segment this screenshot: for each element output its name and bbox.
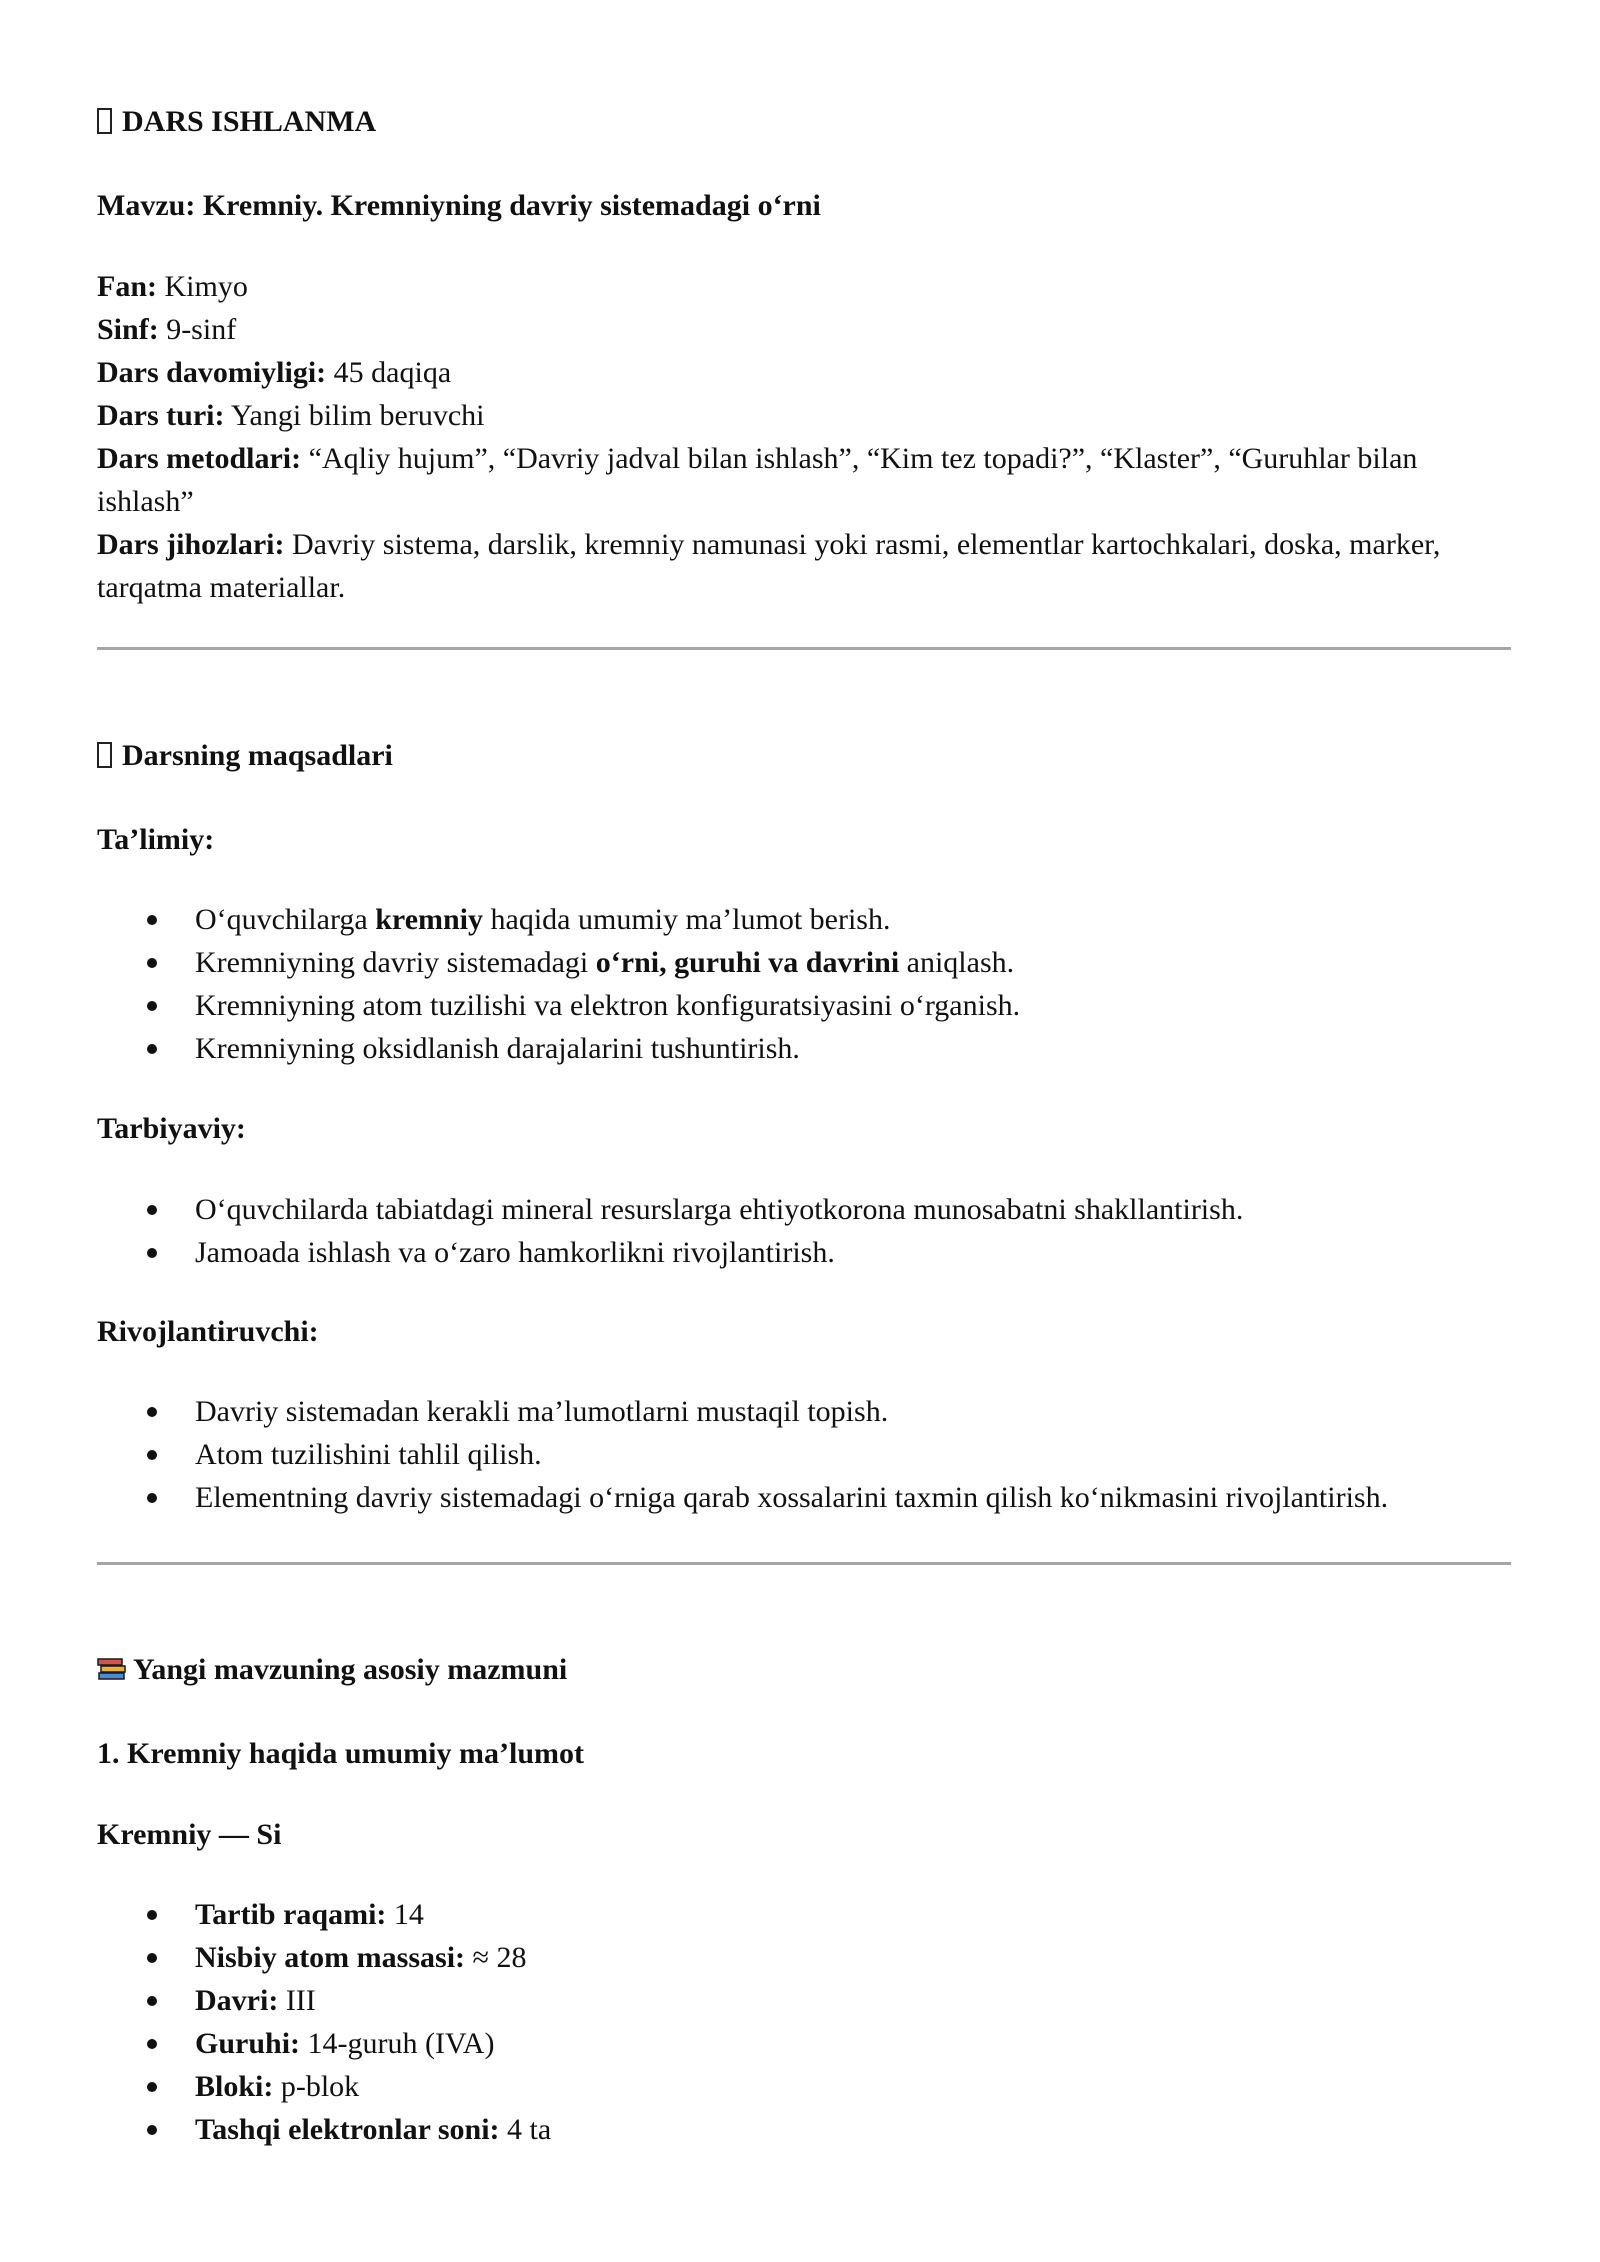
info-type (97, 394, 1511, 437)
talimiy-heading: Ta’limiy: (97, 823, 215, 856)
item-text: Kremniyning oksidlanish darajalarini tushuntirish. (195, 1032, 800, 1065)
item-bold: o‘rni, guruhi va davrini (595, 946, 900, 979)
info-value: Davriy sistema, darslik, kremniy namunasi yoki rasmi, elementlar kartochkalari, doska, marker, tarqatma materiallar. (97, 528, 1441, 604)
element-properties (97, 1893, 1511, 2151)
list-item (97, 2108, 1511, 2151)
content-title: Yangi mavzuning asosiy mazmuni (133, 1653, 568, 1686)
item-text: Kremniyning davriy sistemadagi (195, 946, 596, 979)
rivojlantiruvchi-heading: Rivojlantiruvchi: (97, 1315, 319, 1348)
tarbiyaviy-heading: Tarbiyaviy: (97, 1112, 246, 1145)
info-value: Kimyo (164, 270, 248, 303)
info-value: Yangi bilim beruvchi (230, 399, 485, 432)
list-item (97, 2065, 1511, 2108)
tarbiyaviy-list (97, 1188, 1511, 1274)
list-item: O‘quvchilarda tabiatdagi mineral resurslarga ehtiyotkorona munosabatni shakllantirish. (97, 1188, 1511, 1231)
section-heading: 1. Kremniy haqida umumiy ma’lumot (97, 1737, 584, 1770)
list-item: Davriy sistemadan kerakli ma’lumotlarni mustaqil topish. (97, 1390, 1511, 1433)
info-grade (97, 308, 1511, 351)
prop-label: Tashqi elektronlar soni: (195, 2113, 500, 2146)
info-label: Fan: (97, 270, 157, 303)
document-title-text: DARS ISHLANMA (122, 105, 377, 138)
item-bold: kremniy (375, 903, 484, 936)
document-title (97, 100, 1511, 143)
element-heading: Kremniy — Si (97, 1818, 282, 1851)
info-label: Dars metodlari: (97, 442, 302, 475)
prop-label: Guruhi: (195, 2027, 301, 2060)
list-item: Elementning davriy sistemadagi o‘rniga qarab xossalarini taxmin qilish ko‘nikmasini rivojlantirish. (97, 1476, 1511, 1519)
info-value: “Aqliy hujum”, “Davriy jadval bilan ishlash”, “Kim tez topadi?”, “Klaster”, “Guruhlar bilan ishlash” (97, 442, 1418, 518)
prop-value: 14 (393, 1898, 424, 1931)
topic-label: Mavzu: (97, 189, 196, 222)
rivojlantiruvchi-list (97, 1390, 1511, 1519)
prop-value: 4 ta (507, 2113, 552, 2146)
list-item (97, 984, 1511, 1027)
list-item (97, 1936, 1511, 1979)
box-glyph-icon (97, 742, 112, 768)
item-text: O‘quvchilarga (195, 903, 376, 936)
divider (97, 647, 1511, 650)
content-heading (97, 1648, 1511, 1694)
info-label: Dars davomiyligi: (97, 356, 327, 389)
prop-label: Bloki: (195, 2070, 274, 2103)
topic-line (97, 184, 1511, 227)
prop-value: 14-guruh (IVA) (307, 2027, 495, 2060)
prop-value: p-blok (280, 2070, 360, 2103)
list-item (97, 2022, 1511, 2065)
prop-label: Davri: (195, 1984, 279, 2017)
lesson-info (97, 265, 1511, 609)
list-item (97, 941, 1511, 984)
info-equipment (97, 523, 1511, 609)
prop-value: III (285, 1984, 316, 2017)
info-label: Dars jihozlari: (97, 528, 285, 561)
books-icon (97, 1651, 127, 1694)
item-text: Kremniyning atom tuzilishi va elektron konfiguratsiyasini o‘rganish. (195, 989, 1021, 1022)
list-item (97, 898, 1511, 941)
list-item (97, 1893, 1511, 1936)
prop-label: Tartib raqami: (195, 1898, 387, 1931)
goals-heading (97, 734, 1511, 777)
info-value: 9-sinf (166, 313, 237, 346)
item-text: haqida umumiy ma’lumot berish. (483, 903, 891, 936)
info-label: Sinf: (97, 313, 159, 346)
list-item: Atom tuzilishini tahlil qilish. (97, 1433, 1511, 1476)
list-item (97, 1979, 1511, 2022)
prop-label: Nisbiy atom massasi: (195, 1941, 466, 1974)
info-duration (97, 351, 1511, 394)
info-value: 45 daqiqa (333, 356, 452, 389)
topic-text: Kremniy. Kremniyning davriy sistemadagi o‘rni (202, 189, 821, 222)
info-subject (97, 265, 1511, 308)
info-methods (97, 437, 1511, 523)
box-glyph-icon (97, 108, 112, 134)
list-item: Jamoada ishlash va o‘zaro hamkorlikni rivojlantirish. (97, 1231, 1511, 1274)
item-text: aniqlash. (899, 946, 1015, 979)
info-label: Dars turi: (97, 399, 225, 432)
list-item (97, 1027, 1511, 1070)
prop-value: ≈ 28 (472, 1941, 527, 1974)
talimiy-list (97, 898, 1511, 1070)
goals-title: Darsning maqsadlari (122, 739, 393, 772)
divider (97, 1562, 1511, 1565)
